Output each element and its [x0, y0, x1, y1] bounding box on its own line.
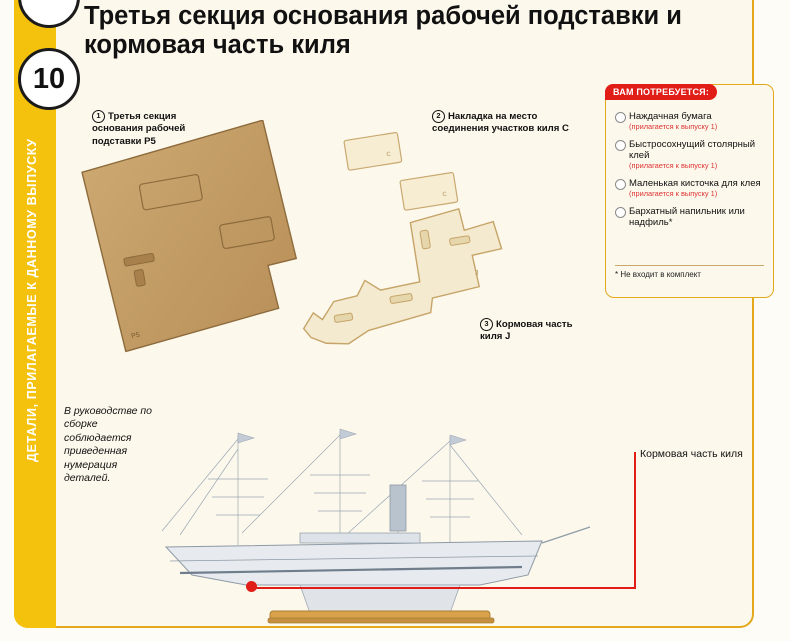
- divider: [615, 265, 764, 266]
- material-label: Бархатный напильник или надфиль*: [629, 206, 745, 229]
- material-label: Быстросохнущий столярный клей: [629, 138, 756, 162]
- materials-box: [605, 84, 774, 298]
- step-number-badge: 10: [18, 48, 80, 110]
- ship-illustration: [150, 415, 620, 630]
- material-label: Наждачная бумага: [629, 111, 712, 122]
- material-sub: (прилагается к выпуску 1): [629, 122, 718, 132]
- svg-text:P5: P5: [130, 331, 141, 341]
- leader-line-horizontal: [252, 587, 636, 589]
- materials-footnote: * Не входит в комплект: [615, 270, 701, 279]
- material-item: [615, 111, 765, 132]
- part-number-1: 1: [92, 110, 105, 123]
- part-number-2: 2: [432, 110, 445, 123]
- material-item: [615, 206, 765, 228]
- material-item: [615, 178, 765, 199]
- part-label-2: Накладка на место соединения участков киля С: [432, 111, 569, 135]
- part-j-stern-keel: [270, 195, 530, 375]
- page-title: Третья секция основания рабочей подставки и кормовая часть киля: [84, 2, 682, 59]
- part-label-1: Третья секция основания рабочей подставки Р5: [92, 111, 186, 147]
- circle-bullet-icon: [615, 140, 626, 151]
- ship-caption: Кормовая часть киля: [640, 448, 743, 460]
- side-band-label: ДЕТАЛИ, ПРИЛАГАЕМЫЕ К ДАННОМУ ВЫПУСКУ: [25, 138, 39, 462]
- part-label-3: Кормовая часть киля J: [480, 319, 573, 343]
- circle-bullet-icon: [615, 179, 626, 190]
- material-sub: (прилагается к выпуску 1): [629, 161, 718, 171]
- svg-text:J: J: [474, 269, 480, 278]
- svg-text:C: C: [442, 191, 448, 199]
- material-sub: (прилагается к выпуску 1): [629, 189, 718, 199]
- leader-line-vertical: [634, 452, 636, 589]
- materials-header: ВАМ ПОТРЕБУЕТСЯ:: [605, 84, 717, 100]
- assembly-note: В руководстве по сборке соблюдается приведенная нумерация деталей.: [64, 405, 152, 485]
- material-item: [615, 139, 765, 171]
- circle-bullet-icon: [615, 207, 626, 218]
- material-label: Маленькая кисточка для клея: [629, 178, 761, 190]
- circle-bullet-icon: [615, 112, 626, 123]
- part-callout-2: [432, 110, 577, 136]
- materials-list: [606, 111, 773, 228]
- svg-text:C: C: [386, 151, 392, 159]
- part-number-3: 3: [480, 318, 493, 331]
